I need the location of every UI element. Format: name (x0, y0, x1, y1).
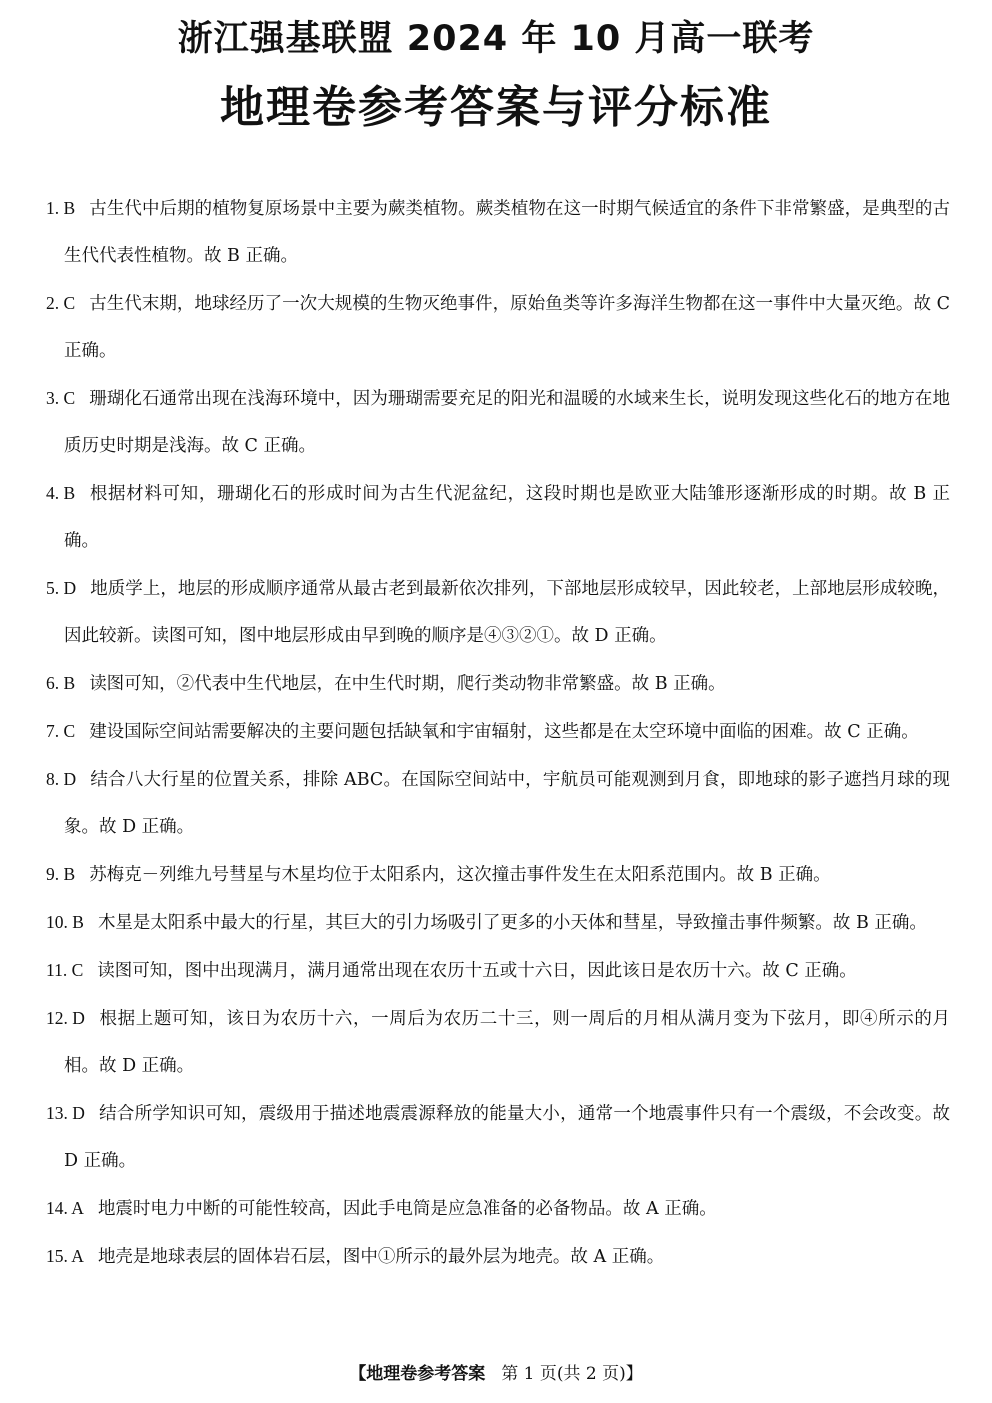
footer-doc-label: 【地理卷参考答案 (349, 1364, 486, 1384)
answer-number: 8. D (46, 769, 77, 789)
answer-explanation: 地壳是地球表层的固体岩石层，图中①所示的最外层为地壳。故 A 正确。 (97, 1247, 665, 1267)
answer-item (46, 660, 950, 708)
page-footer (0, 1360, 992, 1388)
answer-explanation: 苏梅克－列维九号彗星与木星均位于太阳系内，这次撞击事件发生在太阳系范围内。故 B 正确。 (89, 865, 831, 885)
answer-explanation: 木星是太阳系中最大的行星，其巨大的引力场吸引了更多的小天体和彗星，导致撞击事件频繁。故 B 正确。 (97, 913, 927, 933)
answer-explanation: 结合八大行星的位置关系，排除 ABC。在国际空间站中，宇航员可能观测到月食，即地球的影子遮挡月球的现象。故 D 正确。 (64, 770, 950, 837)
answer-explanation: 读图可知，②代表中生代地层，在中生代时期，爬行类动物非常繁盛。故 B 正确。 (89, 674, 726, 694)
answer-list (46, 185, 950, 1281)
answer-explanation: 地质学上，地层的形成顺序通常从最古老到最新依次排列，下部地层形成较早，因此较老，上部地层形成较晚，因此较新。读图可知，图中地层形成由早到晚的顺序是④③②①。故 D 正确。 (64, 579, 950, 646)
answer-explanation: 根据材料可知，珊瑚化石的形成时间为古生代泥盆纪，这段时期也是欧亚大陆雏形逐渐形成的时期。故 B 正确。 (64, 484, 950, 551)
answer-number: 5. D (46, 578, 77, 598)
answer-item (46, 995, 950, 1090)
answer-number: 11. C (46, 960, 84, 980)
answer-item (46, 851, 950, 899)
answer-item (46, 470, 950, 565)
answer-explanation: 古生代末期，地球经历了一次大规模的生物灭绝事件，原始鱼类等许多海洋生物都在这一事件中大量灭绝。故 C 正确。 (64, 294, 950, 361)
answer-item (46, 756, 950, 851)
answer-number: 3. C (46, 388, 76, 408)
answer-key-title: 地理卷参考答案与评分标准 (220, 82, 772, 133)
answer-number: 2. C (46, 293, 76, 313)
answer-item (46, 280, 950, 375)
answer-explanation: 建设国际空间站需要解决的主要问题包括缺氧和宇宙辐射，这些都是在太空环境中面临的困难。故 C 正确。 (89, 722, 919, 742)
answer-item (46, 899, 950, 947)
answer-number: 14. A (46, 1198, 84, 1218)
answer-explanation: 读图可知，图中出现满月，满月通常出现在农历十五或十六日，因此该日是农历十六。故 C 正确。 (97, 961, 857, 981)
answer-item (46, 1090, 950, 1185)
answer-number: 6. B (46, 673, 76, 693)
answer-explanation: 古生代中后期的植物复原场景中主要为蕨类植物。蕨类植物在这一时期气候适宜的条件下非常繁盛，是典型的古生代代表性植物。故 B 正确。 (64, 199, 950, 266)
answer-item (46, 1185, 950, 1233)
answer-item (46, 375, 950, 470)
footer-page-info: 第 1 页(共 2 页)】 (501, 1364, 643, 1384)
answer-item (46, 185, 950, 280)
answer-number: 10. B (46, 912, 84, 932)
answer-item (46, 565, 950, 660)
answer-number: 15. A (46, 1246, 84, 1266)
answer-explanation: 结合所学知识可知，震级用于描述地震震源释放的能量大小，通常一个地震事件只有一个震级，不会改变。故 D 正确。 (64, 1104, 950, 1171)
answer-item (46, 1233, 950, 1281)
answer-explanation: 地震时电力中断的可能性较高，因此手电筒是应急准备的必备物品。故 A 正确。 (97, 1199, 717, 1219)
answer-number: 9. B (46, 864, 76, 884)
answer-explanation: 根据上题可知，该日为农历十六，一周后为农历二十三，则一周后的月相从满月变为下弦月，即④所示的月相。故 D 正确。 (64, 1009, 950, 1076)
answer-number: 7. C (46, 721, 76, 741)
answer-item (46, 947, 950, 995)
answer-number: 4. B (46, 483, 76, 503)
answer-item (46, 708, 950, 756)
exam-title: 浙江强基联盟 2024 年 10 月高一联考 (177, 19, 815, 59)
answer-explanation: 珊瑚化石通常出现在浅海环境中，因为珊瑚需要充足的阳光和温暖的水域来生长，说明发现这些化石的地方在地质历史时期是浅海。故 C 正确。 (64, 389, 950, 456)
answer-number: 13. D (46, 1103, 85, 1123)
answer-number: 12. D (46, 1008, 85, 1028)
answer-number: 1. B (46, 198, 76, 218)
